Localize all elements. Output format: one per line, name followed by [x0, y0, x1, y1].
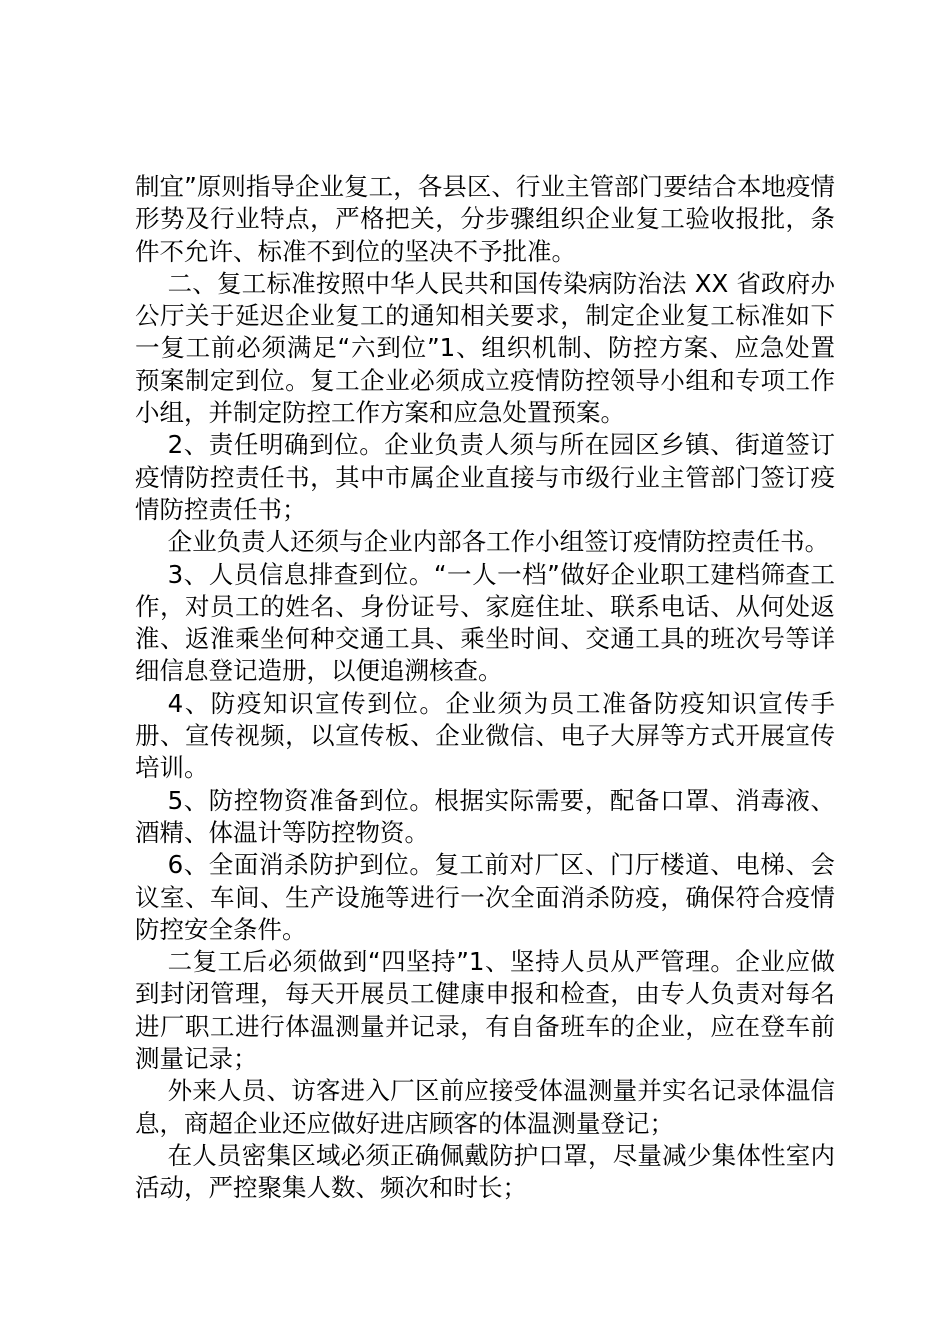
paragraph-2: 二、复工标准按照中华人民共和国传染病防治法 XX 省政府办公厅关于延迟企业复工的通知相关要求，制定企业复工标准如下一复工前必须满足“六到位”1、组织机制、防控方案、应急处置预案制定到位。复工企业必须成立疫情防控领导小组和专项工作小组，并制定防控工作方案和应急处置预案。 [135, 268, 835, 428]
paragraph-6: 4、防疫知识宣传到位。企业须为员工准备防疫知识宣传手册、宣传视频，以宣传板、企业微信、电子大屏等方式开展宣传培训。 [135, 688, 835, 783]
paragraph-10: 外来人员、访客进入厂区前应接受体温测量并实名记录体温信息，商超企业还应做好进店顾客的体温测量登记； [135, 1076, 835, 1138]
paragraph-7: 5、防控物资准备到位。根据实际需要，配备口罩、消毒液、酒精、体温计等防控物资。 [135, 785, 835, 847]
paragraph-4: 企业负责人还须与企业内部各工作小组签订疫情防控责任书。 [167, 527, 830, 557]
paragraph-11: 在人员密集区域必须正确佩戴防护口罩，尽量减少集体性室内活动，严控聚集人数、频次和时长； [135, 1140, 835, 1203]
paragraph-9: 二复工后必须做到“四坚持”1、坚持人员从严管理。企业应做到封闭管理，每天开展员工健康申报和检查，由专人负责对每名进厂职工进行体温测量并记录，有自备班车的企业，应在登车前测量记录； [135, 947, 835, 1074]
paragraph-5: 3、人员信息排查到位。“一人一档”做好企业职工建档筛查工作，对员工的姓名、身份证号、家庭住址、联系电话、从何处返淮、返淮乘坐何种交通工具、乘坐时间、交通工具的班次号等详细信息登记造册，以便追溯核查。 [135, 559, 835, 686]
paragraph-8: 6、全面消杀防护到位。复工前对厂区、门厅楼道、电梯、会议室、车间、生产设施等进行一次全面消杀防疫，确保符合疫情防控安全条件。 [135, 850, 835, 944]
paragraph-1: 制宜”原则指导企业复工，各县区、行业主管部门要结合本地疫情形势及行业特点，严格把关，分步骤组织企业复工验收报批，条件不允许、标准不到位的坚决不予批准。 [135, 172, 835, 266]
paragraph-3: 2、责任明确到位。企业负责人须与所在园区乡镇、街道签订疫情防控责任书，其中市属企业直接与市级行业主管部门签订疫情防控责任书； [135, 430, 835, 524]
document-body [135, 171, 835, 1205]
